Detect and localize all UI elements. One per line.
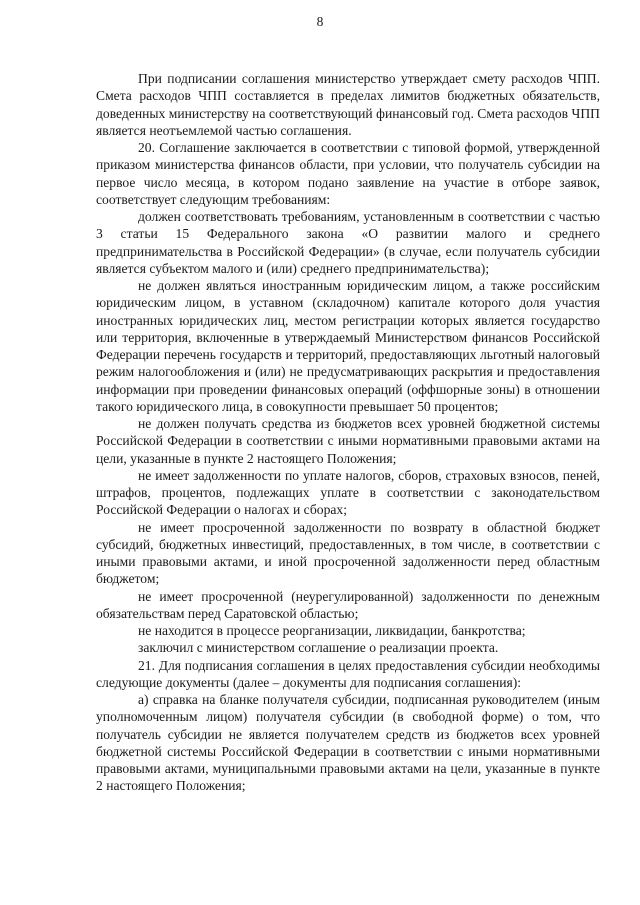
document-body (96, 70, 600, 795)
paragraph-clause-20: 20. Соглашение заключается в соответствии с типовой формой, утвержденной приказом министерства финансов области, при условии, что получатель субсидии на первое число месяца, в котором подано заявление на участие в отборе заявок, соответствует следующим требованиям: (96, 140, 600, 207)
paragraph-clause-21: 21. Для подписания соглашения в целях предоставления субсидии необходимы следующие документы (далее – документы для подписания соглашения): (96, 657, 600, 690)
paragraph-requirement-no-other-funds: не должен получать средства из бюджетов всех уровней бюджетной системы Российской Федерации в соответствии с иными нормативными правовыми актами на цели, указанные в пункте 2 настоящего Положения; (96, 416, 600, 466)
paragraph-requirement-no-bankruptcy: не находится в процессе реорганизации, ликвидации, банкротства; (138, 623, 526, 638)
paragraph-estimate: При подписании соглашения министерство утверждает смету расходов ЧПП. Смета расходов ЧПП составляется в пределах лимитов бюджетных обязательств, доведенных министерству на соответствующий финансовый год. Смета расходов ЧПП является неотъемлемой частью соглашения. (96, 71, 600, 138)
paragraph-requirement-project-agreement: заключил с министерством соглашение о реализации проекта. (138, 640, 499, 656)
paragraph-requirement-no-regional-debt: не имеет просроченной (неурегулированной) задолженности по денежным обязательствам перед Саратовской областью; (96, 588, 600, 621)
paragraph-requirement-sme: должен соответствовать требованиям, установленным в соответствии с частью 3 статьи 15 Федерального закона «О развитии малого и среднего предпринимательства в Российской Федерации» (в случае, если получатель субсидии является субъектом малого и (или) среднего предпринимательства); (96, 209, 600, 276)
page-number: 8 (316, 14, 324, 29)
paragraph-requirement-no-tax-debt: не имеет задолженности по уплате налогов, сборов, страховых взносов, пеней, штрафов, процентов, подлежащих уплате в соответствии с законодательством Российской Федерации о налогах и сборах; (96, 467, 600, 518)
paragraph-requirement-no-budget-debt: не имеет просроченной задолженности по возврату в областной бюджет субсидий, бюджетных инвестиций, предоставленных, в том числе, в соответствии с иными правовыми актами, и иной просроченной задолженности перед областным бюджетом; (96, 519, 600, 587)
paragraph-item-a: а) справка на бланке получателя субсидии, подписанная руководителем (иным уполномоченным лицом) получателя субсидии (в свободной форме) о том, что получатель субсидии не является получателем средств из бюджетов всех уровней бюджетной системы Российской Федерации в соответствии с иными нормативными правовыми актами, муниципальными правовыми актами на цели, указанные в пункте 2 настоящего Положения; (96, 692, 600, 794)
paragraph-requirement-foreign-entity: не должен являться иностранным юридическим лицом, а также российским юридическим лицом, в уставном (складочном) капитале которого доля участия иностранных юридических лиц, местом регистрации которых является государство или территория, включенные в утверждаемый Министерством финансов Российской Федерации перечень государств и территорий, предоставляющих льготный налоговый режим налогообложения и (или) не предусматривающих раскрытия и предоставления информации при проведении финансовых операций (оффшорные зоны) в отношении такого юридического лица, в совокупности превышает 50 процентов; (96, 278, 600, 414)
